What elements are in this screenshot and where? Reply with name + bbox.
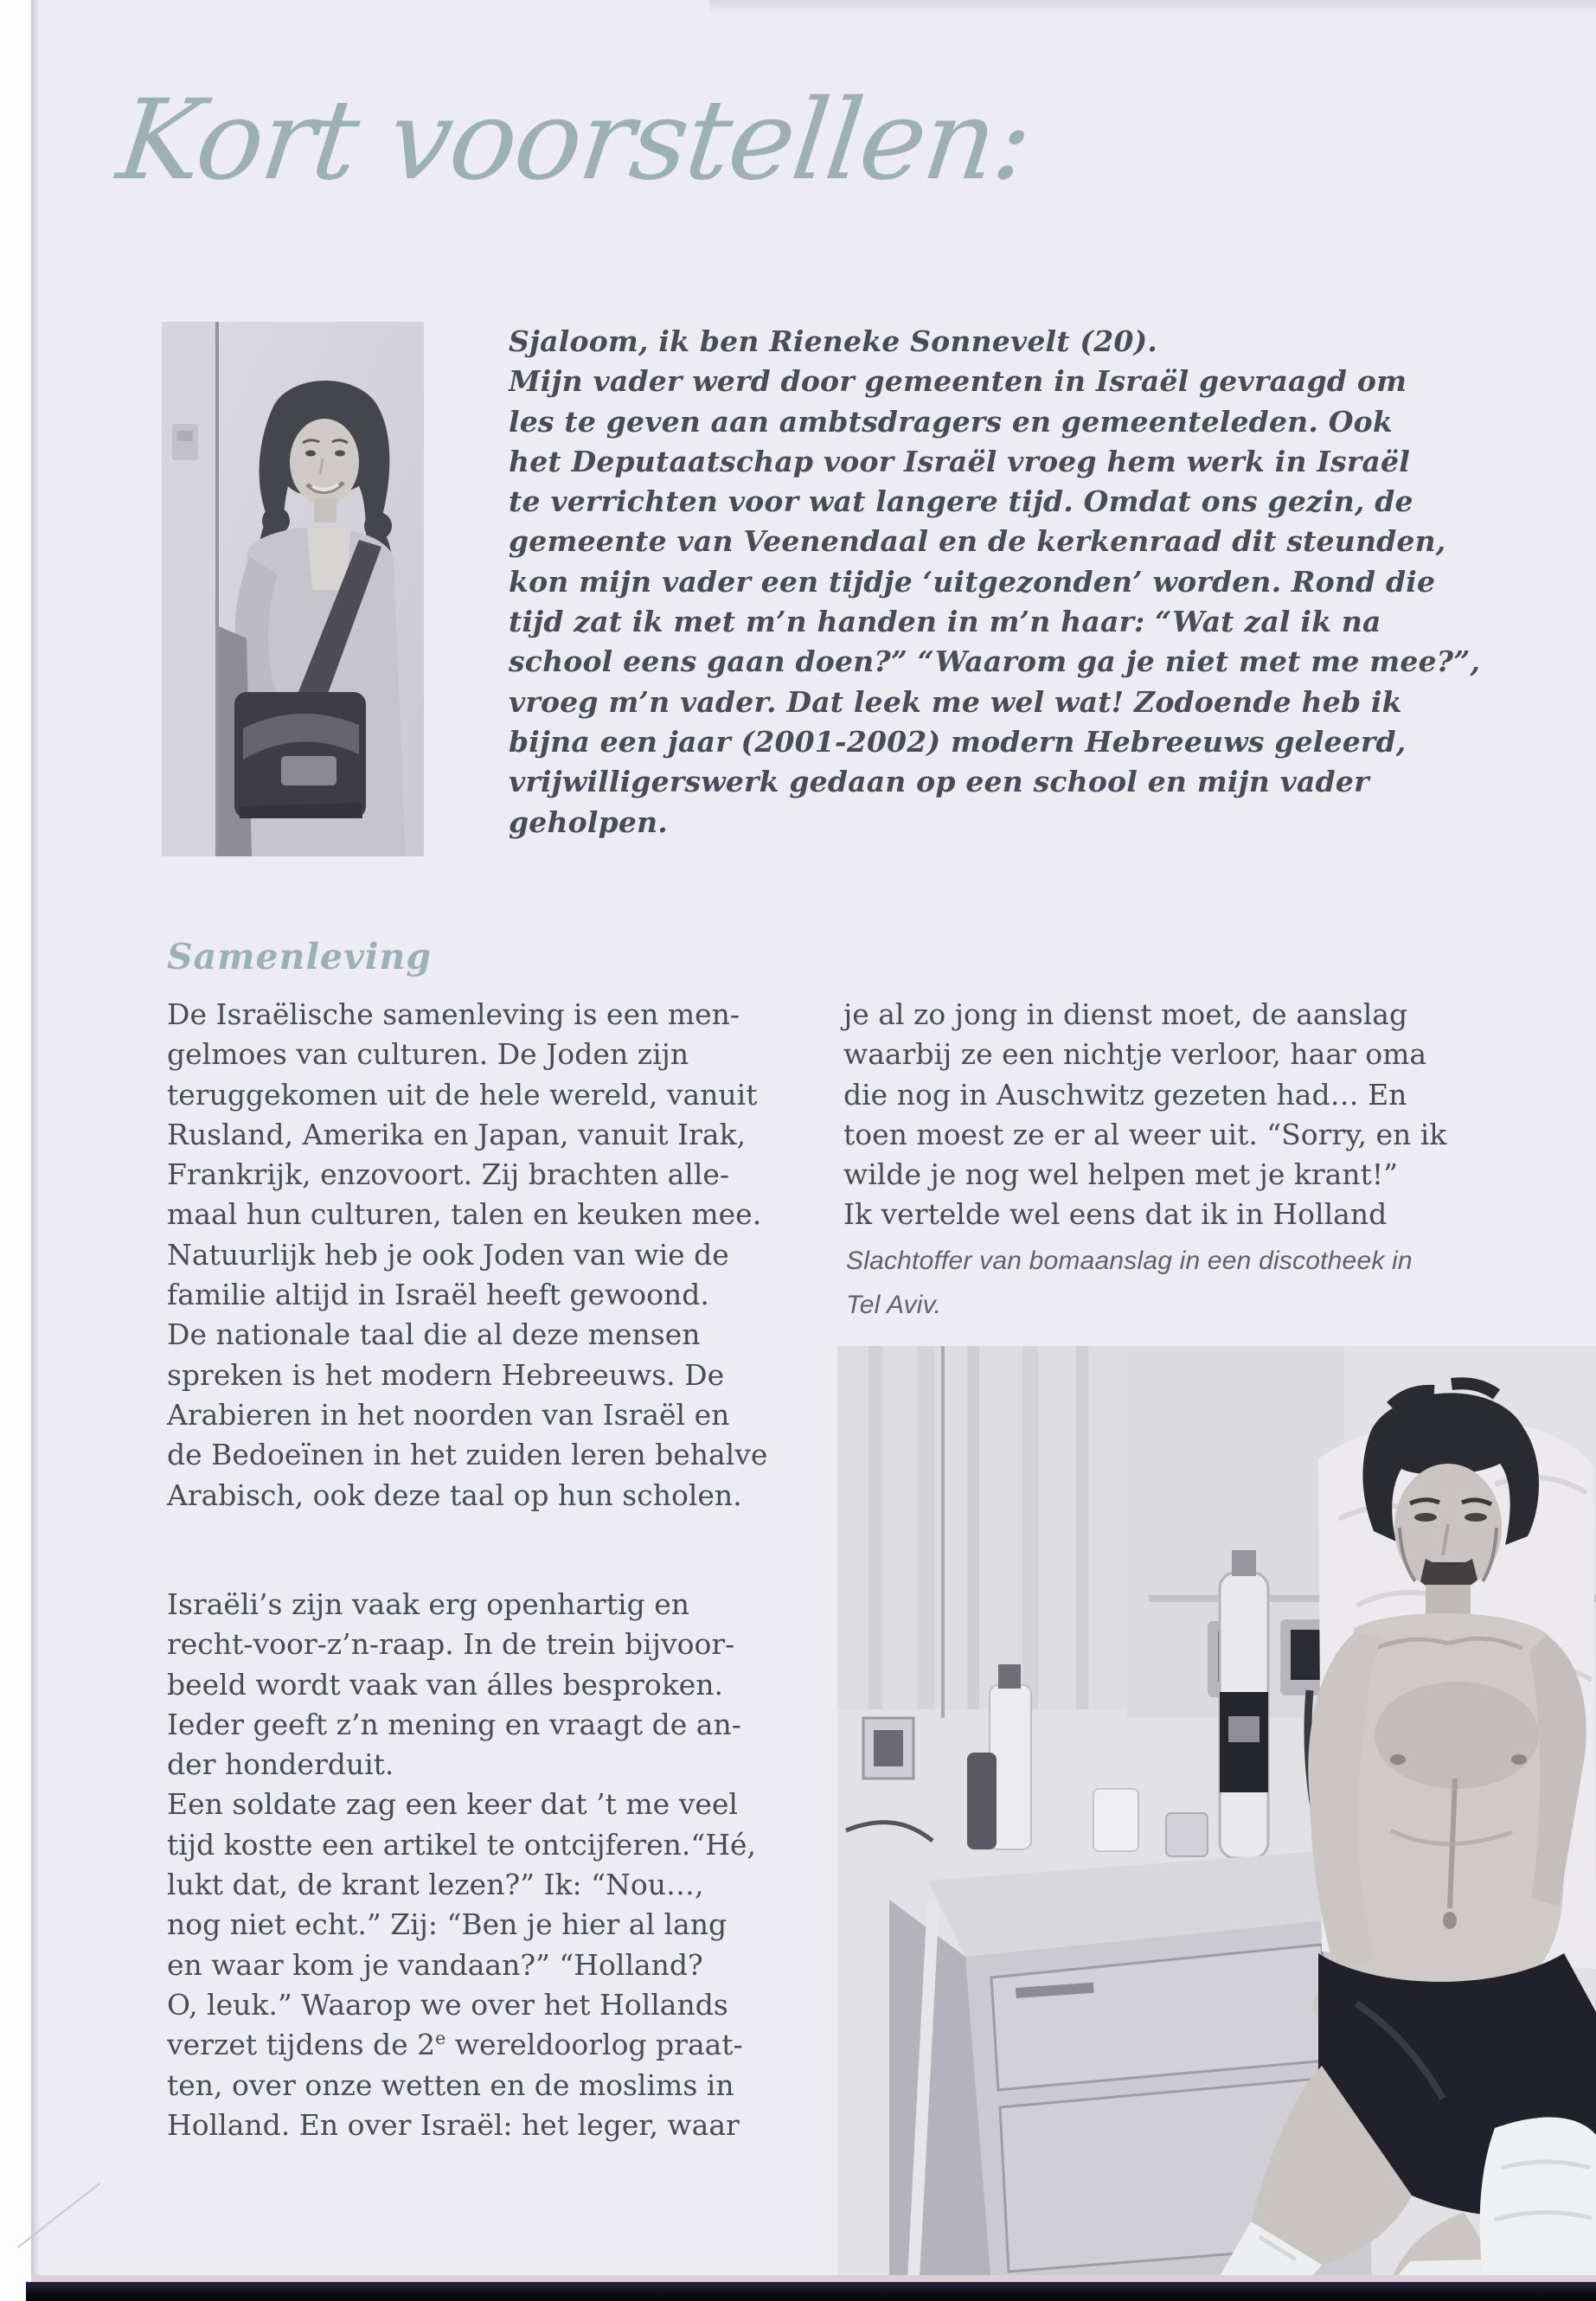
- text-line: Slachtoffer van bomaanslag in een discotheek in: [846, 1247, 1413, 1275]
- text-line: de Bedoeïnen in het zuiden leren behalve: [167, 1438, 768, 1472]
- text-line: teruggekomen uit de hele wereld, vanuit: [167, 1077, 758, 1112]
- scan-bottom-edge: [26, 2282, 1596, 2301]
- text-line: ten, over onze wetten en de moslims in: [167, 2067, 734, 2102]
- page-title: Kort voorstellen:: [111, 76, 1038, 205]
- text-line: waarbij ze een nichtje verloor, haar oma: [843, 1037, 1427, 1072]
- text-line: en waar kom je vandaan?” “Holland?: [167, 1947, 703, 1982]
- intro-paragraph: [509, 322, 1481, 843]
- text-line: Arabisch, ook deze taal op hun scholen.: [167, 1477, 742, 1512]
- text-line: nog niet echt.” Zij: “Ben je hier al lang: [167, 1907, 727, 1942]
- text-line: te verrichten voor wat langere tijd. Omdat ons gezin, de: [509, 484, 1413, 519]
- text-line: toen moest ze er al weer uit. “Sorry, en ik: [843, 1117, 1447, 1151]
- scan-top-shadow: [709, 0, 1596, 14]
- left-column-paragraph-2: [167, 1585, 842, 2145]
- text-line: Arabieren in het noorden van Israël en: [167, 1397, 730, 1432]
- text-line: Frankrijk, enzovoort. Zij brachten alle-: [167, 1157, 730, 1192]
- text-line: bijna een jaar (2001-2002) modern Hebreeuws geleerd,: [509, 724, 1407, 759]
- scan-bottom-highlight: [31, 2275, 1596, 2282]
- text-line: Rusland, Amerika en Japan, vanuit Irak,: [167, 1117, 747, 1151]
- scan-left-margin: [0, 0, 31, 2301]
- text-line: Holland. En over Israël: het leger, waar: [167, 2107, 740, 2142]
- text-line: gemeente van Veenendaal en de kerkenraad dit steunden,: [509, 524, 1446, 559]
- text-line: Tel Aviv.: [846, 1291, 942, 1319]
- text-line: geholpen.: [509, 804, 668, 839]
- text-line: tijd kostte een artikel te ontcijferen.“Hé,: [167, 1827, 757, 1862]
- text-line: spreken is het modern Hebreeuws. De: [167, 1357, 725, 1392]
- left-column-paragraph-1: [167, 995, 842, 1516]
- text-line: gelmoes van culturen. De Joden zijn: [167, 1037, 689, 1072]
- text-line: school eens gaan doen?” “Waarom ga je niet met me mee?”,: [509, 644, 1481, 679]
- text-line: wilde je nog wel helpen met je krant!”: [843, 1157, 1398, 1192]
- right-column-paragraph: [843, 995, 1501, 1235]
- section-heading: Samenleving: [167, 936, 432, 977]
- scan-edge-line: [31, 0, 40, 2301]
- text-line: der honderduit.: [167, 1747, 394, 1782]
- text-line: Israëli’s zijn vaak erg openhartig en: [167, 1587, 689, 1621]
- text-line: maal hun culturen, talen en keuken mee.: [167, 1197, 762, 1232]
- text-line: het Deputaatschap voor Israël vroeg hem werk in Israël: [509, 444, 1410, 478]
- text-line: De Israëlische samenleving is een men-: [167, 997, 740, 1031]
- text-line: familie altijd in Israël heeft gewoond.: [167, 1278, 709, 1312]
- text-line: die nog in Auschwitz gezeten had… En: [843, 1077, 1407, 1112]
- text-line: Een soldate zag een keer dat ’t me veel: [167, 1787, 738, 1822]
- text-line: tijd zat ik met m’n handen in m’n haar: “Wat zal ik na: [509, 605, 1381, 639]
- text-line: vrijwilligerswerk gedaan op een school en mijn vader: [509, 765, 1369, 799]
- text-line: lukt dat, de krant lezen?” Ik: “Nou…,: [167, 1868, 704, 1902]
- text-line: Sjaloom, ik ben Rieneke Sonnevelt (20).: [509, 324, 1158, 358]
- text-line: De nationale taal die al deze mensen: [167, 1317, 701, 1352]
- text-line: Natuurlijk heb je ook Joden van wie de: [167, 1237, 729, 1272]
- hospital-photo-illustration: [837, 1346, 1596, 2285]
- text-line: je al zo jong in dienst moet, de aanslag: [843, 997, 1408, 1031]
- hospital-photo-bombing-victim: [837, 1346, 1596, 2285]
- text-line: Ik vertelde wel eens dat ik in Holland: [843, 1197, 1388, 1232]
- text-line: recht-voor-z’n-raap. In de trein bijvoor-: [167, 1627, 735, 1662]
- portrait-photo-woman: [162, 322, 424, 856]
- text-line: kon mijn vader een tijdje ‘uitgezonden’ worden. Rond die: [509, 564, 1436, 599]
- text-line: vroeg m’n vader. Dat leek me wel wat! Zodoende heb ik: [509, 684, 1402, 719]
- text-line: beeld wordt vaak van álles besproken.: [167, 1667, 724, 1702]
- text-line: O, leuk.” Waarop we over het Hollands: [167, 1987, 728, 2022]
- text-line: les te geven aan ambtsdragers en gemeenteleden. Ook: [509, 404, 1393, 439]
- text-line: Mijn vader werd door gemeenten in Israël gevraagd om: [509, 364, 1407, 399]
- photo-caption: [846, 1239, 1434, 1327]
- text-line: verzet tijdens de 2e wereldoorlog praat-: [167, 2028, 743, 2062]
- portrait-photo-illustration: [162, 322, 424, 856]
- text-line: Ieder geeft z’n mening en vraagt de an-: [167, 1707, 741, 1741]
